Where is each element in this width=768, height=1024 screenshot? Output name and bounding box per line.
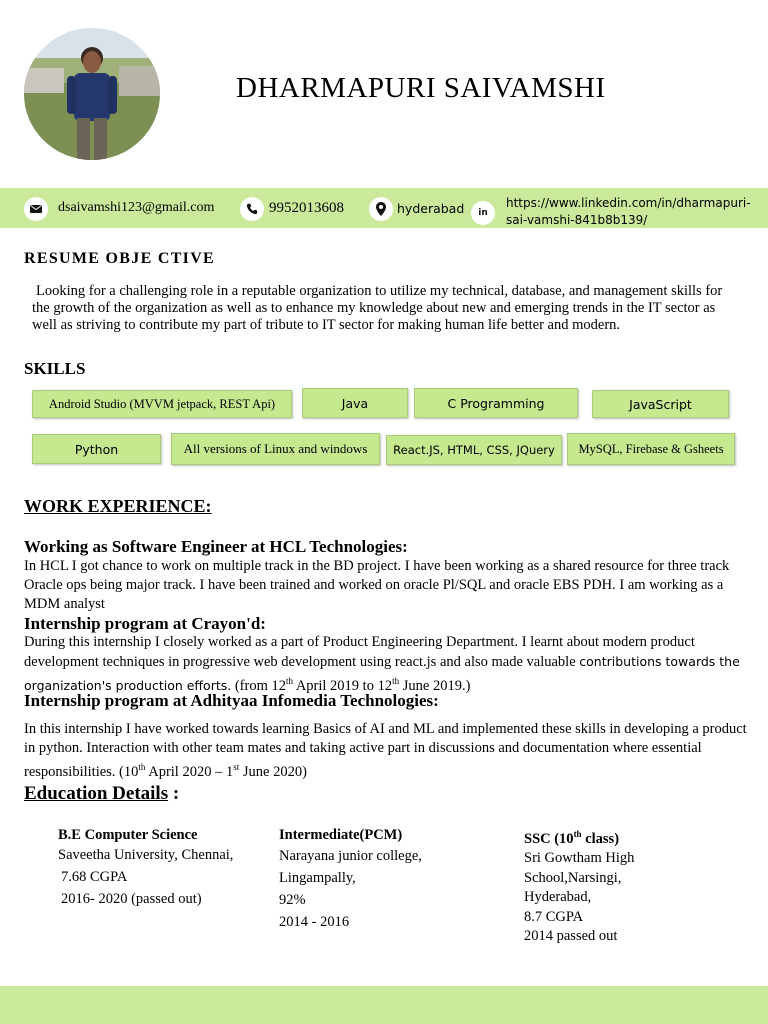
location-pin-icon xyxy=(369,197,393,221)
phone-number[interactable]: 9952013608 xyxy=(269,200,344,216)
job-title: Internship program at Crayon'd: xyxy=(24,614,266,633)
education-heading-text: Education Details xyxy=(24,783,169,804)
education-line: 8.7 CGPA xyxy=(524,908,584,925)
job-description-text: April 2019 to 12 xyxy=(293,677,393,694)
job-description-text: During this internship I closely worked as a part of Product Engineering Department. I learnt about modern product development techniques in progressive web development using react.js and also made valuable xyxy=(24,634,695,670)
envelope-icon xyxy=(24,197,48,221)
linkedin-url-line-1[interactable]: https://www.linkedin.com/in/dharmapuri- xyxy=(506,196,751,210)
linkedin-icon-glyph: in xyxy=(478,208,488,218)
education-column-intermediate xyxy=(279,825,422,933)
education-heading xyxy=(24,783,179,805)
job-description-text: April 2020 – 1 xyxy=(145,763,234,780)
education-degree: Intermediate(PCM) xyxy=(279,827,403,843)
education-degree-text: class) xyxy=(581,830,620,847)
job-description xyxy=(24,633,749,696)
education-column-be xyxy=(58,825,233,909)
education-heading-suffix: : xyxy=(168,783,180,804)
location-text: hyderabad xyxy=(397,201,465,216)
education-line: 2014 - 2016 xyxy=(279,914,350,930)
objective-heading: RESUME OBJE CTIVE xyxy=(24,250,216,267)
job-description: In HCL I got chance to work on multiple track in the BD project. I have been working as a shared resource for three track Oracle ops being major track. I have been trained and worked on oracle Pl/SQL and oracle EBS PDH. I am working as a MDM analyst xyxy=(24,558,730,612)
superscript: th xyxy=(138,762,146,772)
phone-icon xyxy=(240,197,264,221)
work-experience-heading: WORK EXPERIENCE: xyxy=(24,496,212,516)
education-line: 92% xyxy=(279,892,306,908)
education-line: Saveetha University, Chennai, xyxy=(58,847,234,863)
education-line: Narayana junior college, xyxy=(279,848,422,864)
education-line: Sri Gowtham High xyxy=(524,850,635,867)
education-line: Lingampally, xyxy=(279,870,356,886)
superscript: th xyxy=(285,676,293,686)
education-degree xyxy=(524,825,634,849)
job-description-text: contributions towards the organization's production efforts. xyxy=(24,654,740,693)
objective-text: Looking for a challenging role in a reputable organization to utilize my technical, database, and management skills for the growth of the organization as well as to enhance my knowledge about new and emerging trends in the IT sector as well as striving to contribute my part of tribute to IT sector for making human life better and modern. xyxy=(32,283,723,333)
skill-chip: JavaScript xyxy=(592,390,729,418)
job-description-text: In this internship I have worked towards learning Basics of AI and ML and implemented these skills in developing a product in python. Interaction with other team mates and taking active part in discussions and documentation where essential responsibilities. (10 xyxy=(24,721,747,780)
education-line: 2016- 2020 (passed out) xyxy=(61,891,202,907)
skill-chip: Java xyxy=(302,388,408,418)
superscript: th xyxy=(392,676,400,686)
superscript: th xyxy=(573,829,582,839)
education-line: Hyderabad, xyxy=(524,889,592,906)
job-description-text: (from 12 xyxy=(231,677,286,694)
skill-chip: All versions of Linux and windows xyxy=(171,433,380,465)
linkedin-icon xyxy=(471,201,495,225)
education-degree: B.E Computer Science xyxy=(58,827,198,843)
skill-chip: Android Studio (MVVM jetpack, REST Api) xyxy=(32,390,292,418)
footer-bar xyxy=(0,986,768,1024)
job-title: Working as Software Engineer at HCL Technologies: xyxy=(24,537,408,556)
skill-chip: C Programming xyxy=(414,388,578,418)
linkedin-url[interactable] xyxy=(506,195,751,229)
skill-chip: Python xyxy=(32,434,161,464)
education-line: 7.68 CGPA xyxy=(61,869,128,885)
education-degree-text: SSC (10 xyxy=(524,830,574,847)
job-description-text: June 2020) xyxy=(239,763,307,780)
profile-photo-image xyxy=(24,28,160,160)
education-line: 2014 passed out xyxy=(524,928,618,945)
job-description xyxy=(24,720,749,782)
skill-chip: MySQL, Firebase & Gsheets xyxy=(567,433,735,465)
email-link[interactable]: dsaivamshi123@gmail.com xyxy=(58,200,215,215)
candidate-name: DHARMAPURI SAIVAMSHI xyxy=(236,72,606,104)
linkedin-url-line-2[interactable]: sai-vamshi-841b8b139/ xyxy=(506,213,648,227)
profile-photo xyxy=(24,28,160,160)
skill-chip: React.JS, HTML, CSS, JQuery xyxy=(386,435,562,465)
education-column-ssc xyxy=(524,825,634,947)
skills-heading: SKILLS xyxy=(24,359,86,378)
job-title: Internship program at Adhityaa Infomedia Technologies: xyxy=(24,691,439,710)
superscript: st xyxy=(233,762,240,772)
job-description-text: June 2019.) xyxy=(399,677,471,694)
education-line: School,Narsingi, xyxy=(524,869,622,886)
